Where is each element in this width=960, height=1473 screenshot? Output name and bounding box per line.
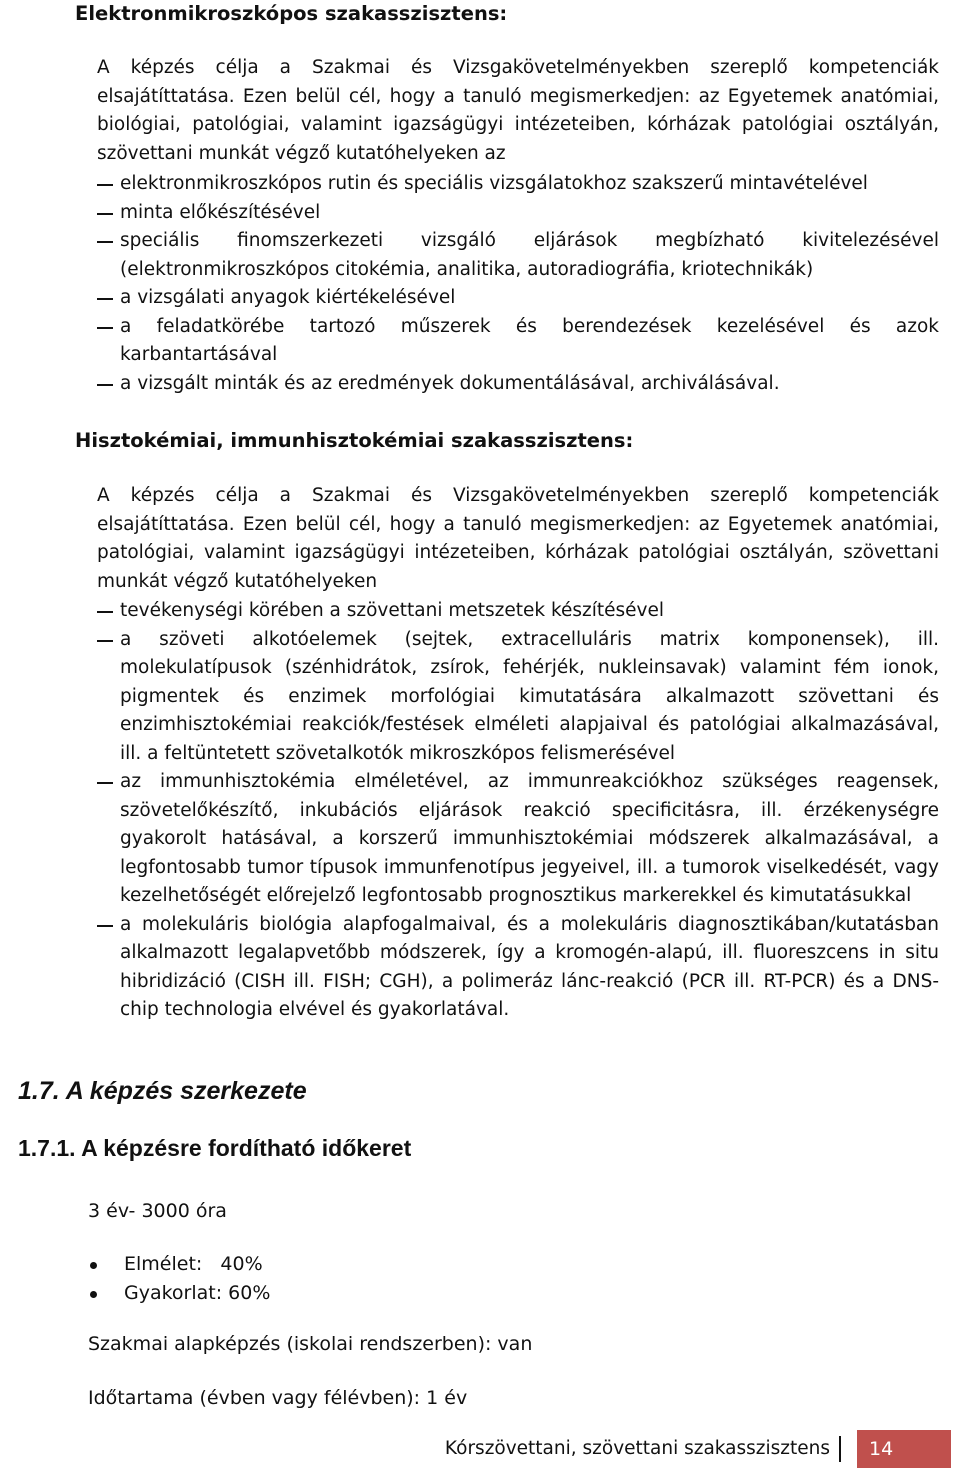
section-heading-electron-microscopy: Elektronmikroszkópos szakasszisztens: xyxy=(75,2,508,25)
list-item: az immunhisztokémia elméletével, az immunreakciókhoz szükséges reagensek, szövetelőkészítő, inkubációs eljárások reakció specificitásra, ill. érzékenységre gyakorolt hatásával, a korszerű immunhisztokémiai módszerek alkalmazásával, a legfontosabb tumor típusok immunfenotípus jegyeivel, ill. a tumorok viselkedését, vagy kezelhetőségét előrejelző legfontosabb prognosztikus markerekkel és kimutatásukkal xyxy=(97,768,939,911)
section2-list xyxy=(97,597,939,1025)
dash-bullet-icon xyxy=(97,611,113,613)
list-item: Gyakorlat: 60% xyxy=(88,1279,270,1308)
section1-intro xyxy=(97,54,939,168)
section2-intro-text: A képzés célja a Szakmai és Vizsgakövetelményekben szereplő kompetenciák elsajátíttatása. Ezen belül cél, hogy a tanuló megismerkedjen: az Egyetemek anatómiai, patológiai, valamint igazságügyi intézeteiben, kórházak patológiai osztályán, szövettani munkát végző kutatóhelyeken xyxy=(97,485,939,592)
dash-bullet-icon xyxy=(97,925,113,927)
dash-bullet-icon xyxy=(97,213,113,215)
chapter-subheading: 1.7.1. A képzésre fordítható időkeret xyxy=(18,1135,412,1161)
bullet-icon xyxy=(90,1262,97,1269)
section-heading-histochemistry: Hisztokémiai, immunhisztokémiai szakasszisztens: xyxy=(75,429,634,452)
section1-list xyxy=(97,170,939,398)
list-item: a molekuláris biológia alapfogalmaival, és a molekuláris diagnosztikában/kutatásban alkalmazott legalapvetőbb módszerek, így a kromogén-alapú, ill. fluoreszcens in situ hibridizáció (CISH ill. FISH; CGH), a polimeráz lánc-reakció (PCR ill. RT-PCR) és a DNS-chip technologia elvével és gyakorlatával. xyxy=(97,911,939,1025)
length-text: Időtartama (évben vagy félévben): 1 év xyxy=(88,1387,468,1409)
dash-bullet-icon xyxy=(97,384,113,386)
dash-bullet-icon xyxy=(97,640,113,642)
dash-bullet-icon xyxy=(97,241,113,243)
list-item: elektronmikroszkópos rutin és speciális vizsgálatokhoz szakszerű mintavételével xyxy=(97,170,939,199)
list-item: a feladatkörébe tartozó műszerek és berendezések kezelésével és azok karbantartásával xyxy=(97,313,939,370)
list-item: a vizsgálati anyagok kiértékelésével xyxy=(97,284,939,313)
footer-title: Kórszövettani, szövettani szakasszisztens xyxy=(444,1438,830,1459)
section1-intro-text: A képzés célja a Szakmai és Vizsgakövetelményekben szereplő kompetenciák elsajátíttatása. Ezen belül cél, hogy a tanuló megismerkedjen: az Egyetemek anatómiai, biológiai, patológiai, valamint igazságügyi intézeteiben, kórházak patológiai osztályán, szövettani munkát végző kutatóhelyeken az xyxy=(97,57,939,164)
list-item: a vizsgált minták és az eredmények dokumentálásával, archiválásával. xyxy=(97,370,939,399)
bullet-icon xyxy=(90,1291,97,1298)
dash-bullet-icon xyxy=(97,327,113,329)
dash-bullet-icon xyxy=(97,298,113,300)
list-item: Elmélet: 40% xyxy=(88,1250,270,1279)
basic-training-text: Szakmai alapképzés (iskolai rendszerben): van xyxy=(88,1333,533,1355)
page-number-badge: 14 xyxy=(857,1430,951,1468)
list-item: minta előkészítésével xyxy=(97,199,939,228)
list-item: tevékenységi körében a szövettani metszetek készítésével xyxy=(97,597,939,626)
chapter-heading: 1.7. A képzés szerkezete xyxy=(18,1077,307,1105)
footer-divider xyxy=(839,1436,841,1462)
list-item: a szöveti alkotóelemek (sejtek, extracelluláris matrix komponensek), ill. molekulatípusok (szénhidrátok, zsírok, fehérjék, nukleinsavak) valamint fém ionok, pigmentek és enzimek morfológiai kimutatására alkalmazott szövettani és enzimhisztokémiai reakciók/festések elméleti alapjaival és patológiai alkalmazásával, ill. a feltüntetett szövetalkotók mikroszkópos felismerésével xyxy=(97,626,939,769)
page-footer xyxy=(0,1430,960,1468)
dash-bullet-icon xyxy=(97,184,113,186)
ratio-list xyxy=(88,1250,270,1308)
section2-intro xyxy=(97,482,939,596)
duration-text: 3 év- 3000 óra xyxy=(88,1200,227,1222)
dash-bullet-icon xyxy=(97,782,113,784)
list-item: speciális finomszerkezeti vizsgáló eljárások megbízható kivitelezésével (elektronmikroszkópos citokémia, analitika, autoradiográfia, kriotechnikák) xyxy=(97,227,939,284)
